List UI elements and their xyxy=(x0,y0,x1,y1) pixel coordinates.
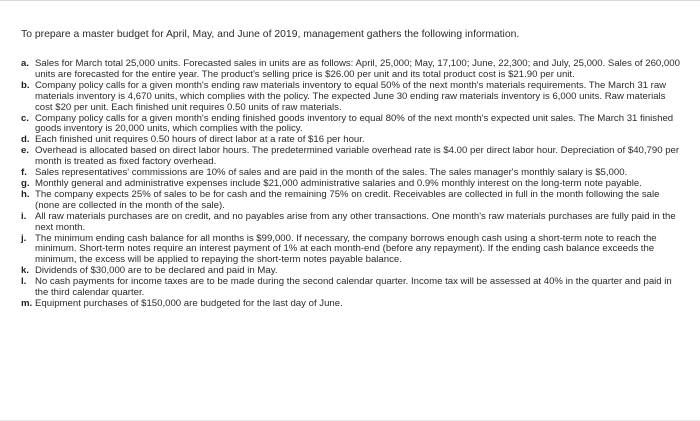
list-item-i xyxy=(21,212,685,234)
item-marker: b. xyxy=(21,79,30,91)
item-text: Company policy calls for a given month's ending finished goods inventory to equal 80% of the next month's expected unit sales. The March 31 finished goods inventory is 20,000 units, which complies with the policy. xyxy=(35,112,674,135)
item-marker: m. xyxy=(21,297,33,309)
item-marker: f. xyxy=(21,167,27,179)
item-text: Sales representatives' commissions are 10% of sales and are paid in the month of the sales. The sales manager's monthly salary is $5,000. xyxy=(35,167,628,179)
item-marker: g. xyxy=(21,177,30,189)
item-marker: d. xyxy=(21,134,30,146)
item-text: The company expects 25% of sales to be for cash and the remaining 75% on credit. Receivables are collected in full in the month following the sale (none are collected in the month of the sale). xyxy=(35,188,660,211)
item-text: No cash payments for income taxes are to be made during the second calendar quarter. Income tax will be assessed at 40% in the quarter and paid in the third calendar quarter. xyxy=(35,276,672,299)
item-text: Sales for March total 25,000 units. Forecasted sales in units are as follows: April, 25,000; May, 17,100; June, 22,300; and July, 25,000. Sales of 260,000 units are forecasted for the entire year. The product's selling price is $26.00 per unit and its total product cost is $21.90 per unit. xyxy=(35,58,680,80)
item-text: Dividends of $30,000 are to be declared and paid in May. xyxy=(35,265,278,277)
list-item-m xyxy=(21,299,685,310)
intro-text: To prepare a master budget for April, May, and June of 2019, management gathers the following information. xyxy=(21,29,520,40)
item-marker: h. xyxy=(21,188,30,200)
item-text: Company policy calls for a given month's ending raw materials inventory to equal 50% of the next month's materials requirements. The March 31 raw materials inventory is 4,670 units, which complies with the policy. The expected June 30 ending raw materials inventory is 6,000 units. Raw materials cost $20 per unit. Each finished unit requires 0.50 units of raw materials. xyxy=(35,79,667,113)
item-text: Overhead is allocated based on direct labor hours. The predetermined variable overhead rate is $4.00 per direct labor hour. Depreciation of $40,790 per month is treated as fixed factory overhead. xyxy=(35,145,680,168)
list-item-c xyxy=(21,114,685,136)
list-item-a xyxy=(21,59,685,81)
item-marker: j. xyxy=(21,232,27,244)
list-item-e xyxy=(21,146,685,168)
list-item-j xyxy=(21,234,685,267)
item-marker: c. xyxy=(21,112,30,124)
item-text: Each finished unit requires 0.50 hours of direct labor at a rate of $16 per hour. xyxy=(35,134,365,146)
item-marker: i. xyxy=(21,210,27,222)
requirements-list xyxy=(21,59,685,310)
list-item-h xyxy=(21,190,685,212)
item-marker: a. xyxy=(21,58,30,69)
item-marker: k. xyxy=(21,265,30,277)
item-text: Monthly general and administrative expenses include $21,000 administrative salaries and 0.9% monthly interest on the long-term note payable. xyxy=(35,177,642,189)
item-text: All raw materials purchases are on credit, and no payables arise from any other transactions. One month's raw materials purchases are fully paid in the next month. xyxy=(35,210,676,233)
item-text: Equipment purchases of $150,000 are budgeted for the last day of June. xyxy=(35,297,343,309)
item-marker: l. xyxy=(21,276,27,288)
item-marker: e. xyxy=(21,145,30,157)
item-text: The minimum ending cash balance for all months is $99,000. If necessary, the company borrows enough cash using a short-term note to reach the minimum. Short-term notes require an interest payment of 1% at each month-end (before any repayment). If the ending cash balance exceeds the minimum, the excess will be applied to repaying the short-term notes payable balance. xyxy=(35,232,657,266)
list-item-l xyxy=(21,277,685,299)
list-item-b xyxy=(21,81,685,114)
